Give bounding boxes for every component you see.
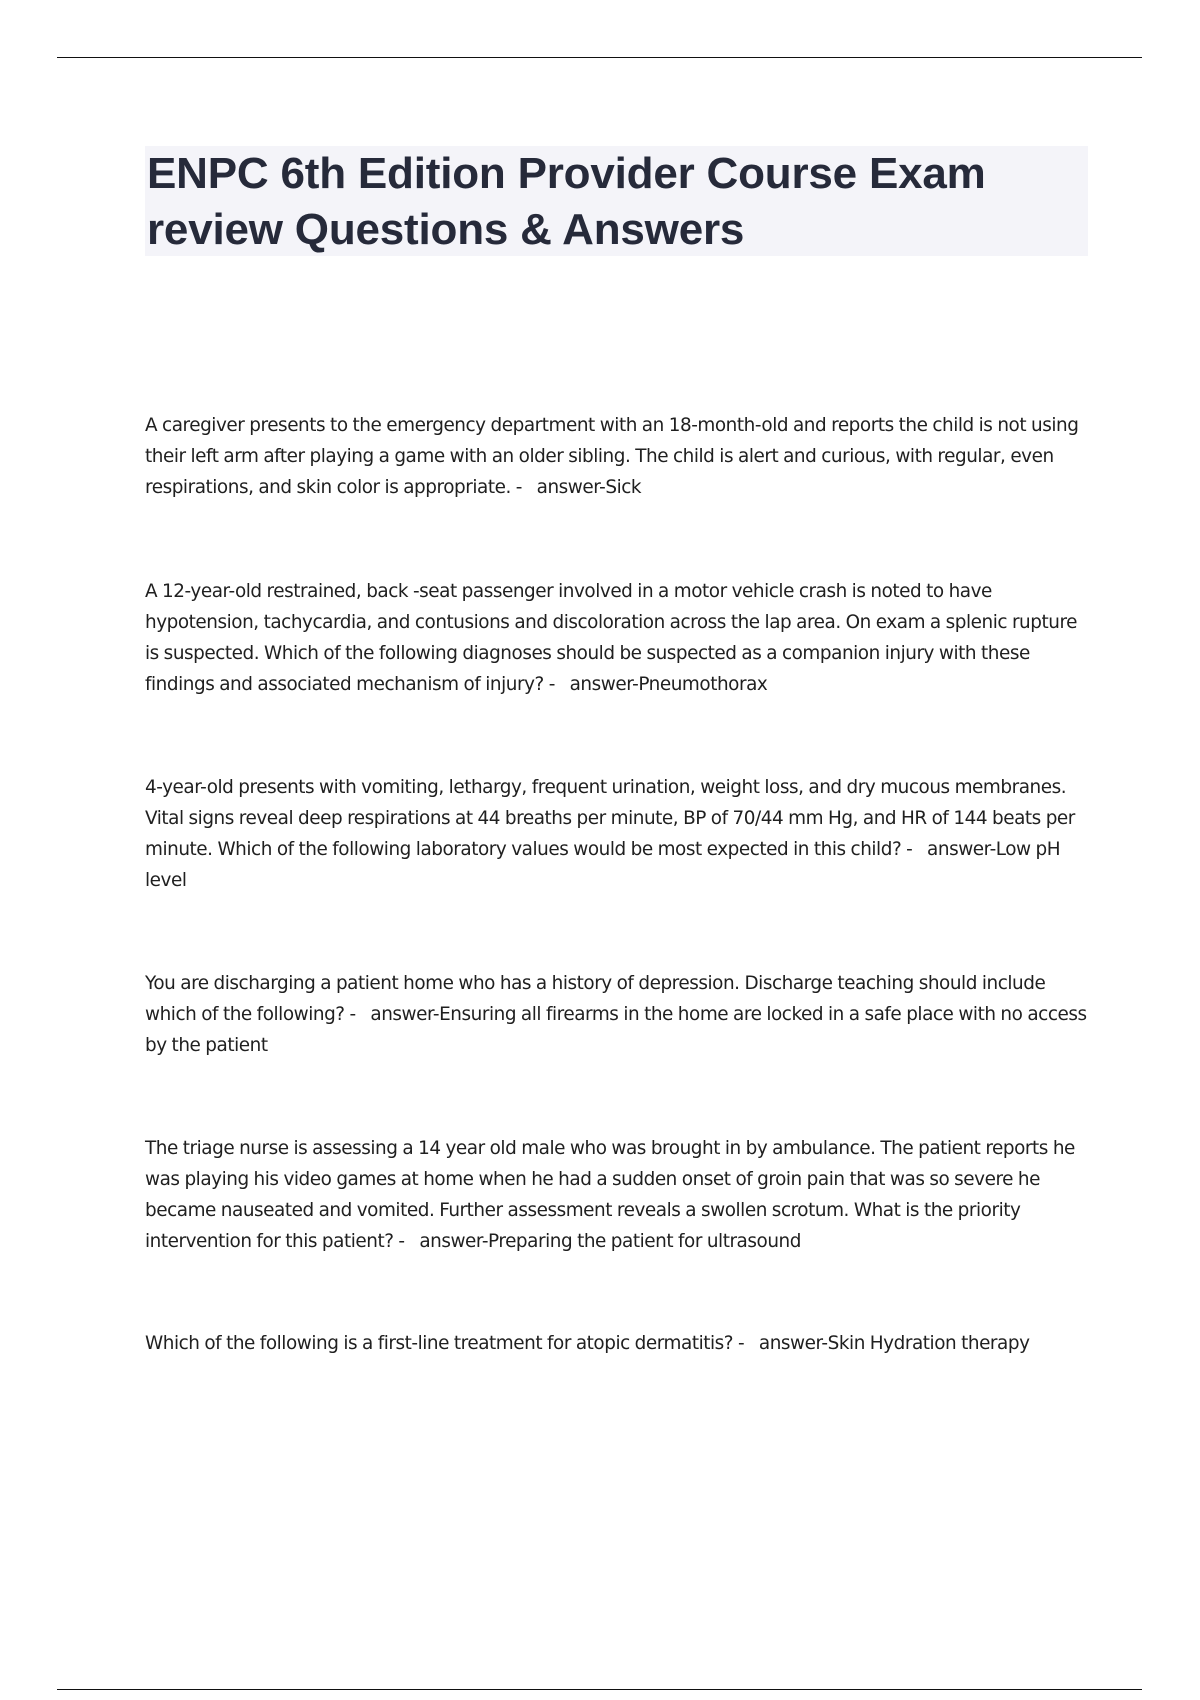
- qa-separator: -: [733, 1333, 759, 1354]
- question-text: The triage nurse is assessing a 14 year old male who was brought in by ambulance. The patient reports he was playing his video games at home when he had a sudden onset of groin pain that was so severe he became nauseated and vomited. Further assessment reveals a swollen scrotum. What is the priority intervention for this patient?: [145, 1138, 1075, 1252]
- header-rule: [57, 57, 1142, 58]
- qa-separator: -: [344, 1004, 371, 1025]
- answer-text: answer-Low pH level: [145, 839, 1061, 891]
- answer-text: answer-Pneumothorax: [569, 674, 768, 695]
- question-text: You are discharging a patient home who has a history of depression. Discharge teaching should include which of the following?: [145, 973, 1046, 1025]
- question-text: A caregiver presents to the emergency department with an 18-month-old and reports the child is not using their left arm after playing a game with an older sibling. The child is alert and curious, with regular, even respirations, and skin color is appropriate.: [145, 415, 1079, 498]
- qa-separator: -: [543, 674, 570, 695]
- qa-separator: -: [901, 839, 928, 860]
- qa-item: [145, 968, 1090, 1061]
- answer-text: answer-Ensuring all firearms in the home are locked in a safe place with no access by the patient: [145, 1004, 1087, 1056]
- qa-item: [145, 410, 1090, 503]
- question-text: Which of the following is a first-line treatment for atopic dermatitis?: [145, 1333, 734, 1354]
- title-block: [145, 146, 1088, 256]
- question-text: 4-year-old presents with vomiting, lethargy, frequent urination, weight loss, and dry mucous membranes. Vital signs reveal deep respirations at 44 breaths per minute, BP of 70/44 mm Hg, and HR of 144 beats per minute. Which of the following laboratory values would be most expected in this child?: [145, 777, 1075, 860]
- answer-text: answer-Sick: [536, 477, 642, 498]
- qa-separator: -: [393, 1231, 420, 1252]
- qa-item: [145, 1328, 1090, 1359]
- qa-separator: -: [510, 477, 537, 498]
- qa-item: [145, 576, 1090, 700]
- answer-text: answer-Skin Hydration therapy: [758, 1333, 1030, 1354]
- question-text: A 12-year-old restrained, back -seat passenger involved in a motor vehicle crash is noted to have hypotension, tachycardia, and contusions and discoloration across the lap area. On exam a splenic rupture is suspected. Which of the following diagnoses should be suspected as a companion injury with these findings and associated mechanism of injury?: [145, 581, 1078, 695]
- qa-item: [145, 772, 1090, 896]
- page-title: ENPC 6th Edition Provider Course Exam review Questions & Answers: [147, 149, 986, 254]
- footer-rule: [57, 1689, 1142, 1690]
- answer-text: answer-Preparing the patient for ultrasound: [419, 1231, 801, 1252]
- qa-item: [145, 1133, 1090, 1257]
